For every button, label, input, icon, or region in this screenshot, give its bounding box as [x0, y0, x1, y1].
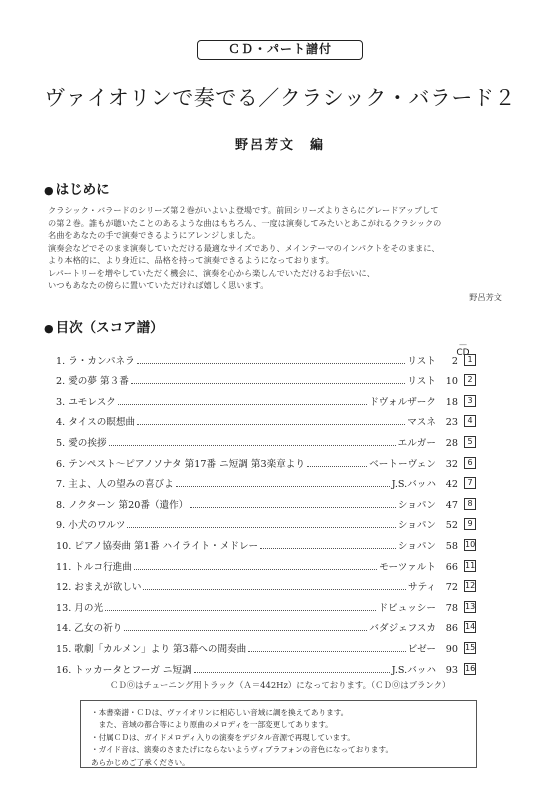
intro-line: いつもあなたの傍らに置いていただければ嬉しく思います。: [48, 280, 269, 290]
toc-title: 10. ピアノ協奏曲 第1番 ハイライト・メドレー: [56, 540, 259, 552]
cd-track-number: 11: [465, 560, 476, 570]
toc-row: [56, 367, 476, 388]
toc-page-number: 93: [445, 664, 458, 676]
intro-line: の第２巻。誰もが聴いたことのあるような曲はもちろん、一度は演奏してみたいとあこがれるクラシックの: [48, 217, 442, 228]
toc-row: [56, 573, 476, 594]
toc-composer: ショパン: [397, 499, 436, 511]
toc-title: 16. トッカータとフーガ ニ短調: [56, 664, 192, 676]
page-column-mark: —: [459, 340, 467, 349]
dot-leader: [143, 589, 406, 590]
toc-row: [56, 593, 476, 614]
toc-composer: エルガー: [397, 437, 436, 449]
toc-page-number: 28: [445, 437, 458, 449]
intro-signature: 野呂芳文: [469, 292, 502, 302]
cd-track-number: 14: [465, 622, 476, 632]
toc-page-number: 90: [445, 643, 458, 655]
toc-row: [56, 655, 476, 676]
intro-line: 名曲をあなたの手で演奏できるようにアレンジしました。: [48, 230, 261, 240]
toc-row: [56, 490, 476, 511]
bullet-icon: ●: [44, 184, 54, 197]
toc-page-number: 86: [445, 623, 458, 635]
cd-track-number: 1: [464, 354, 476, 366]
toc-composer: ドヴォルザーク: [369, 396, 436, 408]
toc-title: 8. ノクターン 第20番（遺作）: [56, 499, 189, 511]
toc-title: 12. おまえが欲しい: [56, 582, 142, 594]
toc-composer: ショパン: [397, 540, 436, 552]
toc-page-number: 2: [451, 355, 458, 367]
toc-composer: ショパン: [397, 520, 436, 532]
dot-leader: [105, 610, 376, 611]
dot-leader: [190, 507, 395, 508]
toc-row: [56, 408, 476, 429]
cd-track-number: 16: [465, 663, 476, 673]
cd-track-number: 13: [465, 601, 476, 611]
intro-line: 演奏会などでそのまま演奏していただける最適なサイズであり、メインテーマのインパクトをそのままに、: [48, 242, 440, 253]
cd-track-number: 7: [464, 477, 476, 489]
toc-title: 13. 月の光: [56, 602, 104, 614]
toc-title: 9. 小犬のワルツ: [56, 520, 126, 532]
toc-heading: [44, 316, 164, 336]
toc-title: 2. 愛の夢 第３番: [56, 376, 129, 388]
toc-composer: モーツァルト: [379, 561, 436, 573]
toc-page-number: 72: [445, 582, 458, 594]
toc-composer: J.S.バッハ: [391, 479, 436, 491]
cd-column-label: CD: [456, 348, 470, 358]
dot-leader: [137, 424, 405, 425]
toc-page-number: 42: [445, 479, 458, 491]
toc-composer: リスト: [407, 376, 436, 388]
toc-page-number: 47: [445, 499, 458, 511]
toc-composer: ビゼー: [407, 643, 436, 655]
notice-line: ・付属ＣＤは、ガイドメロディ入りの演奏をデジタル音源で再現しています。: [91, 732, 355, 742]
dot-leader: [307, 466, 367, 467]
toc-title: 11. トルコ行進曲: [56, 561, 132, 573]
dot-leader: [137, 363, 406, 364]
toc-composer: バダジェフスカ: [369, 623, 436, 635]
toc-row: [56, 552, 476, 573]
toc-composer: ベートーヴェン: [369, 458, 436, 470]
toc-page-number: 10: [445, 376, 458, 388]
dot-leader: [176, 486, 390, 487]
toc-row: [56, 470, 476, 491]
toc-page-number: 23: [445, 417, 458, 429]
cd-track-number: 12: [465, 581, 476, 591]
toc-page-number: 32: [445, 458, 458, 470]
intro-text: [48, 204, 518, 292]
toc-title: 3. ユモレスク: [56, 396, 116, 408]
cd-track-number: 9: [464, 518, 476, 530]
cd-track-number: 8: [464, 498, 476, 510]
cd-track-number: 2: [464, 374, 476, 386]
toc-row: [56, 634, 476, 655]
cd-track-number: 4: [464, 415, 476, 427]
toc-title: 15. 歌劇「カルメン」より 第3幕への間奏曲: [56, 643, 247, 655]
toc-title: 7. 主よ、人の望みの喜びよ: [56, 479, 174, 491]
toc-row: [56, 346, 476, 367]
bullet-icon: ●: [44, 322, 54, 335]
cd-track-number: 6: [464, 457, 476, 469]
toc-page-number: 58: [445, 540, 458, 552]
notice-line: ・ガイド音は、演奏のさまたげにならないようヴィブラフォンの音色になっております。: [91, 745, 394, 755]
toc-composer: サティ: [407, 582, 436, 594]
cd-track-number: 10: [465, 539, 476, 549]
page-title: ヴァイオリンで奏でる／クラシック・バラード２: [44, 86, 516, 110]
toc-page-number: 18: [445, 396, 458, 408]
toc-composer: ドビュッシー: [378, 602, 436, 614]
dot-leader: [131, 383, 406, 384]
dot-leader: [118, 404, 367, 405]
toc-row: [56, 387, 476, 408]
toc-row: [56, 614, 476, 635]
dot-leader: [124, 630, 367, 631]
dot-leader: [194, 672, 390, 673]
cd-part-badge: ＣＤ・パート譜付: [197, 40, 363, 60]
table-of-contents: [56, 346, 476, 676]
toc-page-number: 52: [445, 520, 458, 532]
toc-row: [56, 428, 476, 449]
dot-leader: [134, 569, 377, 570]
toc-title: 4. タイスの瞑想曲: [56, 417, 136, 429]
notice-line: また、音域の都合等により原曲のメロディを一部変更してあります。: [91, 720, 333, 730]
toc-page-number: 78: [445, 602, 458, 614]
notice-box: [80, 700, 477, 768]
intro-heading: [44, 178, 110, 198]
toc-title: 6. テンペスト～ピアノソナタ 第17番 ニ短調 第3楽章より: [56, 458, 305, 470]
tuning-track-note: ＣＤ⓪はチューニング用トラック（Ａ＝442Hz）になっております。（ＣＤ⓪はブランク）: [110, 680, 451, 690]
toc-title: 1. ラ・カンパネラ: [56, 355, 135, 367]
cd-track-number: 15: [465, 642, 476, 652]
dot-leader: [109, 445, 396, 446]
toc-title: 5. 愛の挨拶: [56, 437, 107, 449]
toc-composer: マスネ: [407, 417, 436, 429]
intro-line: より本格的に、より身近に、品格を持って演奏できるようになっております。: [48, 255, 334, 265]
intro-line: クラシック・バラードのシリーズ第２巻がいよいよ登場です。前回シリーズよりさらにグレードアップして: [48, 205, 439, 215]
toc-row: [56, 449, 476, 470]
intro-line: レパートリーを増やしていただく機会に、演奏を心から楽しんでいただけるお手伝いに、: [48, 267, 375, 278]
cd-track-number: 5: [464, 436, 476, 448]
toc-page-number: 66: [445, 561, 458, 573]
notice-line: あらかじめご了承ください。: [91, 757, 190, 767]
toc-composer: J.S.バッハ: [391, 664, 436, 676]
toc-row: [56, 531, 476, 552]
dot-leader: [127, 527, 395, 528]
cd-track-number: 3: [464, 395, 476, 407]
toc-composer: リスト: [407, 355, 436, 367]
intro-heading-label: はじめに: [55, 182, 110, 198]
notice-line: ・本書楽譜・ＣＤは、ヴァイオリンに相応しい音域に調を換えてあります。: [91, 708, 349, 717]
toc-heading-label: 目次（スコア譜）: [55, 320, 164, 336]
toc-row: [56, 511, 476, 532]
dot-leader: [260, 548, 396, 549]
dot-leader: [248, 651, 405, 652]
editor-credit: 野呂芳文 編: [234, 138, 325, 153]
toc-title: 14. 乙女の祈り: [56, 623, 123, 635]
